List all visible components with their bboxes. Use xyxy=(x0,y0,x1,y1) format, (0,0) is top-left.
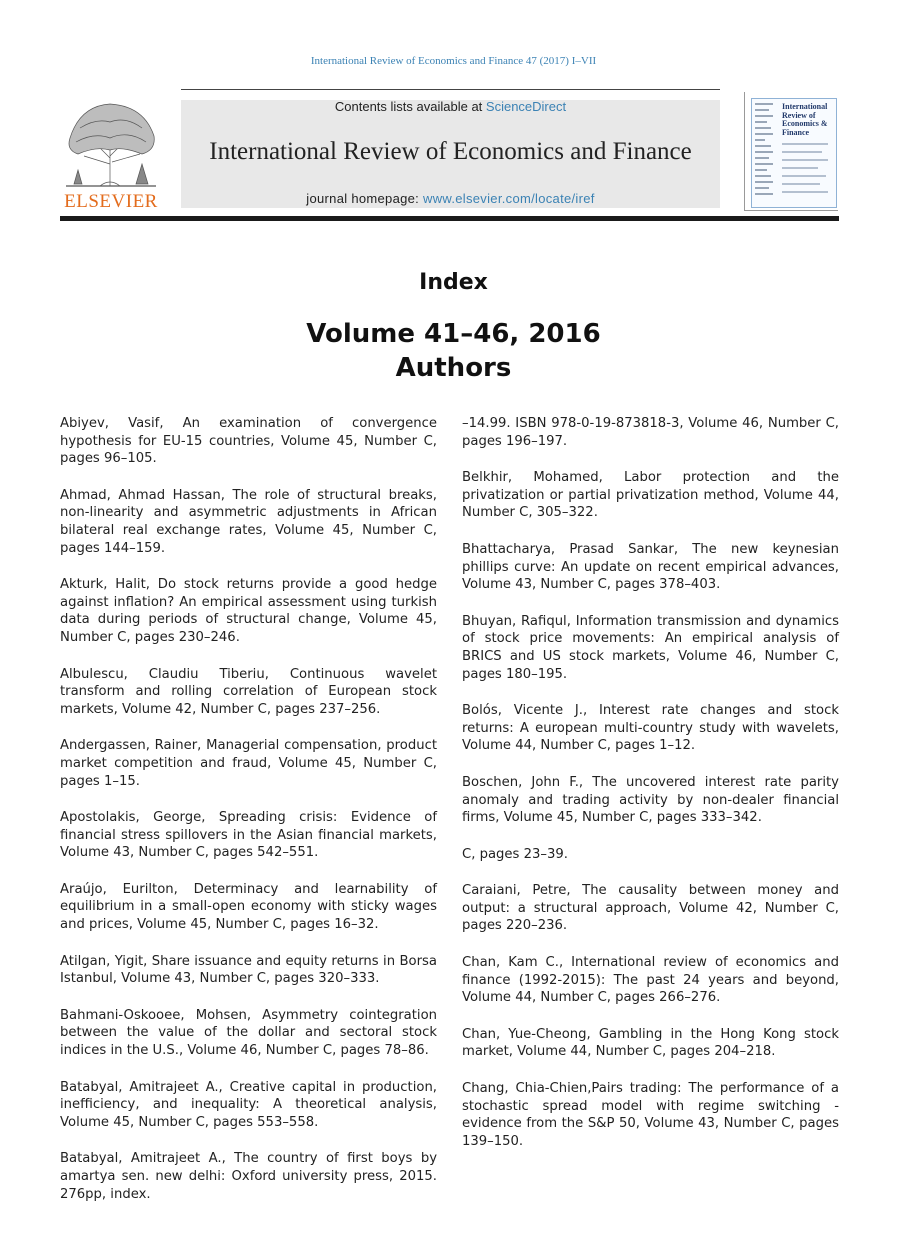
author-entry: Atilgan, Yigit, Share issuance and equity returns in Borsa Istanbul, Volume 43, Number C, pages 320–333. xyxy=(60,953,437,987)
header-rule xyxy=(181,89,720,90)
homepage-link[interactable]: www.elsevier.com/locate/iref xyxy=(423,191,595,206)
index-heading: Index xyxy=(419,270,488,295)
author-entry: Ahmad, Ahmad Hassan, The role of structural breaks, non-linearity and asymmetric adjustments in African bilateral real exchange rates, Volume 45, Number C, pages 144–159. xyxy=(60,487,437,556)
journal-citation[interactable]: International Review of Economics and Finance 47 (2017) I–VII xyxy=(310,55,597,67)
author-entry: Chan, Kam C., International review of economics and finance (1992-2015): The past 24 years and beyond, Volume 44, Number C, pages 266–276. xyxy=(462,955,839,1006)
author-entry: Bahmani-Oskooee, Mohsen, Asymmetry cointegration between the value of the dollar and sectoral stock indices in the U.S., Volume 46, Number C, pages 78–86. xyxy=(60,1007,437,1059)
author-entry: Batabyal, Amitrajeet A., The country of first boys by amartya sen. new delhi: Oxford university press, 2015. 276pp, index. xyxy=(60,1151,437,1202)
journal-cover-thumbnail[interactable] xyxy=(744,92,838,211)
author-entry: C, pages 23–39. xyxy=(462,846,568,862)
contents-line xyxy=(181,99,720,114)
sciencedirect-link[interactable]: ScienceDirect xyxy=(485,99,567,114)
cover-contents-lines-icon xyxy=(782,143,832,203)
cover-frame xyxy=(751,98,837,208)
author-entry: Albulescu, Claudiu Tiberiu, Continuous wavelet transform and rolling correlation of European stock markets, Volume 42, Number C, pages 237–256. xyxy=(60,666,437,717)
homepage-prefix: journal homepage: xyxy=(306,191,423,206)
right-column xyxy=(462,415,839,1169)
author-entry: Bhattacharya, Prasad Sankar, The new keynesian phillips curve: An update on recent empirical advances, Volume 43, Number C, pages 378–403. xyxy=(462,541,839,593)
left-column xyxy=(60,415,437,1222)
publisher-logo-text[interactable]: ELSEVIER xyxy=(64,191,158,212)
author-entry: Chang, Chia-Chien,Pairs trading: The performance of a stochastic spread model with regime switching - evidence from the S&P 50, Volume 43, Number C, pages 139–150. xyxy=(462,1081,839,1149)
cover-title: International Review of Economics & Finance xyxy=(782,102,828,137)
author-entry: Apostolakis, George, Spreading crisis: Evidence of financial stress spillovers in the Asian financial markets, Volume 43, Number C, pages 542–551. xyxy=(60,810,437,861)
author-entry: Andergassen, Rainer, Managerial compensation, product market competition and fraud, Volume 45, Number C, pages 1–15. xyxy=(60,738,437,789)
author-entry: Araújo, Eurilton, Determinacy and learnability of equilibrium in a small-open economy with sticky wages and prices, Volume 45, Number C, pages 16–32. xyxy=(60,881,437,933)
author-entry: Bolós, Vicente J., Interest rate changes and stock returns: A european multi-country study with wavelets, Volume 44, Number C, pages 1–12. xyxy=(462,703,839,754)
header-thick-rule xyxy=(60,216,839,221)
author-entry: Boschen, John F., The uncovered interest rate parity anomaly and trading activity by non-dealer financial firms, Volume 45, Number C, pages 333–342. xyxy=(462,774,839,826)
author-entry: Abiyev, Vasif, An examination of convergence hypothesis for EU-15 countries, Volume 45, Number C, pages 96–105. xyxy=(60,416,437,467)
journal-title: International Review of Economics and Finance xyxy=(209,138,692,165)
homepage-line xyxy=(181,191,720,206)
contents-prefix: Contents lists available at xyxy=(334,99,486,114)
author-entry: Akturk, Halit, Do stock returns provide a good hedge against inflation? An empirical assessment using turkish data during periods of structural change, Volume 45, Number C, pages 230–246. xyxy=(60,577,437,645)
author-entry: –14.99. ISBN 978-0-19-873818-3, Volume 46, Number C, pages 196–197. xyxy=(462,416,839,449)
author-entry: Belkhir, Mohamed, Labor protection and the privatization or partial privatization method, Volume 44, Number C, 305–322. xyxy=(462,470,839,521)
author-entry: Batabyal, Amitrajeet A., Creative capital in production, inefficiency, and inequality: A theoretical analysis, Volume 45, Number C, pages 553–558. xyxy=(60,1079,437,1130)
author-entry: Chan, Yue-Cheong, Gambling in the Hong Kong stock market, Volume 44, Number C, pages 204–218. xyxy=(462,1026,839,1060)
author-entry: Bhuyan, Rafiqul, Information transmission and dynamics of stock price movements: An empirical analysis of BRICS and US stock markets, Volume 46, Number C, pages 180–195. xyxy=(462,613,839,682)
cover-side-text-icon xyxy=(755,103,777,203)
author-entry: Caraiani, Petre, The causality between money and output: a structural approach, Volume 42, Number C, pages 220–236. xyxy=(462,883,839,934)
authors-heading: Authors xyxy=(395,353,512,383)
volume-heading: Volume 41–46, 2016 xyxy=(306,319,601,349)
